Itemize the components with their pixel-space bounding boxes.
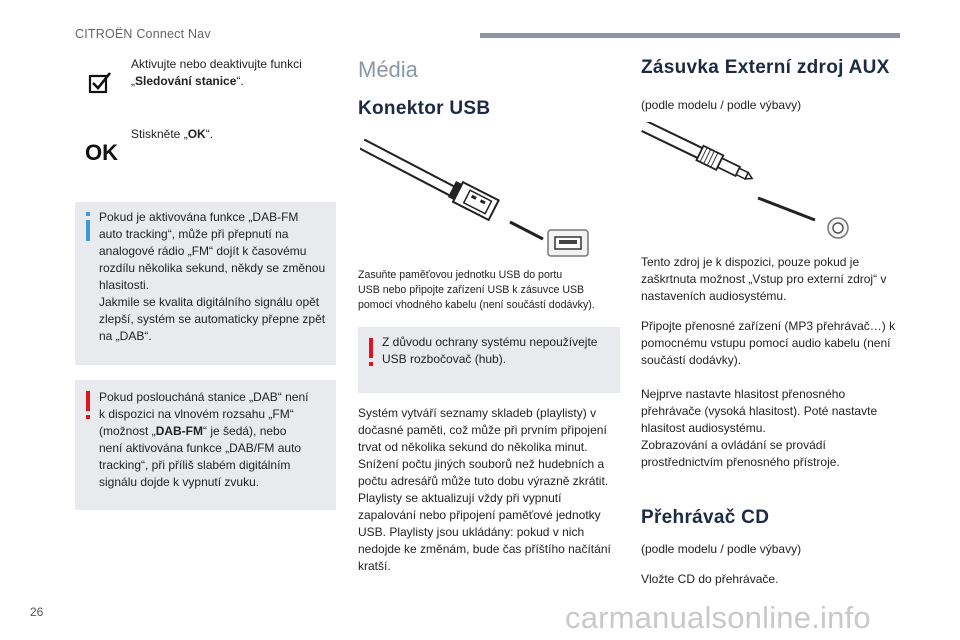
aux-para2: Připojte přenosné zařízení (MP3 přehrávač…) k pomocnému vstupu pomocí audio kabelu (není součástí dodávky). <box>641 319 896 367</box>
warning-icon <box>86 391 90 419</box>
usb-heading: Konektor USB <box>358 98 491 119</box>
cd-heading: Přehrávač CD <box>641 507 770 528</box>
usb-illustration <box>360 136 600 262</box>
cd-text: Vložte CD do přehrávače. <box>641 572 779 586</box>
step-toggle-line1: Aktivujte nebo deaktivujte funkci „Sledování stanice“. <box>131 57 302 88</box>
step-press-ok: Stiskněte „OK“. <box>131 127 214 141</box>
ok-icon: OK <box>85 140 118 165</box>
usb-warning-text: Z důvodu ochrany systému nepoužívejte USB rozbočovač (hub). <box>382 335 598 366</box>
aux-para1: Tento zdroj je k dispozici, pouze pokud je zaškrtnuta možnost „Vstup pro externí zdroj“ v nastaveních audiosystému. <box>641 255 887 303</box>
aux-illustration <box>640 122 860 240</box>
warning-text: Pokud posloucháná stanice „DAB“ není k dispozici na vlnovém rozsahu „FM“ (možnost „DAB-FM“ je šedá), nebo není aktivována funkce „DAB/FM auto tracking“, při příliš slabém digitálním signálu dojde k vypnutí zvuku. <box>99 390 309 489</box>
warning-icon <box>369 338 373 366</box>
step-toggle-tracking <box>131 56 331 90</box>
aux-para3: Nejprve nastavte hlasitost přenosného přehrávače (vysoká hlasitost). Poté nastavte hlasitost audiosystému. Zobrazování a ovládání se provádí prostřednictvím přenosného přístroje. <box>641 387 878 469</box>
info-box <box>75 202 336 365</box>
aux-subtitle: (podle modelu / podle výbavy) <box>641 98 802 112</box>
cd-subtitle: (podle modelu / podle výbavy) <box>641 542 802 556</box>
page-number: 26 <box>30 605 44 619</box>
usb-warning-box <box>358 327 620 393</box>
header-bar <box>480 33 900 38</box>
usb-caption: Zasuňte paměťovou jednotku USB do portu USB nebo připojte zařízení USB k zásuvce USB pomocí vhodného kabelu (není součástí dodávky). <box>358 269 595 311</box>
warning-box <box>75 380 336 510</box>
header-title: CITROËN Connect Nav <box>75 27 211 41</box>
info-text: Pokud je aktivována funkce „DAB-FM auto tracking“, může při přepnutí na analogové rádio „FM“ dojít k časovému rozdílu několika sekund, někdy se změnou hlasitosti. Jakmile se kvalita digitálního signálu opět zlepší, systém se automaticky přepne zpět na „DAB“. <box>99 210 326 343</box>
section-title: Média <box>358 57 418 82</box>
watermark: carmanualsonline.info <box>565 600 871 635</box>
checkbox-icon <box>88 70 112 94</box>
info-icon <box>86 212 90 241</box>
aux-heading: Zásuvka Externí zdroj AUX <box>641 57 890 78</box>
usb-body-text: Systém vytváří seznamy skladeb (playlisty) v dočasné paměti, což může při prvním připojení trvat od několika sekund do několika minut. Snížení počtu jiných souborů než hudebních a počtu adresářů může tuto dobu výrazně zkrátit. Playlisty se aktualizují vždy při vypnutí zapalování nebo připojení paměťové jednotky USB. Playlisty jsou ukládány: pokud v nich nedojde ke změnám, bude čas příštího načítání kratší. <box>358 406 611 573</box>
